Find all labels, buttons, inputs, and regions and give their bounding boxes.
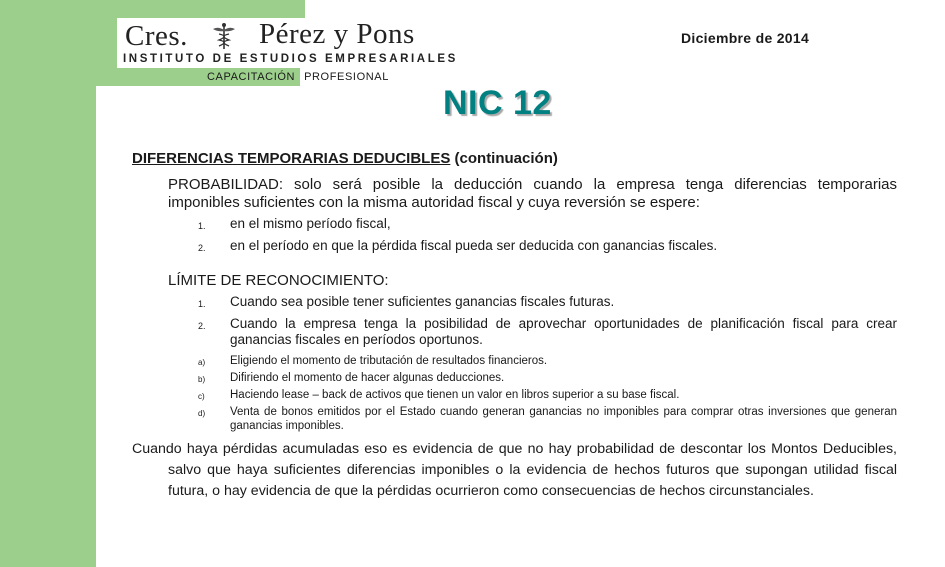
sublist-item-text: Venta de bonos emitidos por el Estado cuando generan ganancias no imponibles para comprar otras inversiones que generan ganancias imponibles. (230, 406, 897, 432)
probabilidad-text: : solo será posible la deducción cuando la empresa tenga diferencias temporarias imponibles suficientes con la misma autoridad fiscal y cuya reversión se espere: (168, 176, 897, 211)
tagline-capacitacion: CAPACITACIÓN (202, 68, 300, 86)
left-green-band (0, 0, 96, 567)
sublist-item-text: Difiriendo el momento de hacer algunas deducciones. (230, 372, 505, 384)
list-item-number: 1. (198, 299, 206, 309)
list-item (198, 216, 897, 232)
list-item (198, 238, 897, 254)
sublist-item-letter: d) (198, 409, 206, 418)
logo-cres-text: Cres. (125, 20, 188, 52)
sublist-item (198, 405, 897, 433)
slide-content (132, 150, 897, 502)
list-item (198, 294, 897, 310)
logo-perez-pons (259, 18, 415, 48)
list-item (198, 316, 897, 348)
sublist-item-text: Haciendo lease – back de activos que tienen un valor en libros superior a su base fiscal. (230, 389, 680, 401)
section-heading-rest: (continuación) (450, 150, 558, 167)
list-item-text: Cuando la empresa tenga la posibilidad de aprovechar oportunidades de planificación fiscal para crear ganancias fiscales en períodos oportunos. (230, 316, 897, 347)
logo-wordmark (125, 20, 188, 50)
limite-label: LÍMITE DE RECONOCIMIENTO (168, 272, 385, 289)
caduceus-emblem-icon (207, 22, 241, 50)
list-item-text: Cuando sea posible tener suficientes ganancias fiscales futuras. (230, 294, 615, 309)
final-paragraph: Cuando haya pérdidas acumuladas eso es evidencia de que no hay probabilidad de descontar los Montos Deducibles, salvo que haya suficientes diferencias imponibles o la evidencia de hechos futuros que supongan utilidad fiscal futura, o hay evidencia de que la pérdidas ocurrieron como consecuencias de hechos circunstanciales. (132, 441, 897, 499)
logo-perez-pons-text: Pérez y Pons (259, 18, 415, 50)
section-heading (132, 150, 897, 168)
sublist-item-text: Eligiendo el momento de tributación de resultados financieros. (230, 355, 548, 367)
list-item-number: 2. (198, 243, 206, 253)
sublist-item-letter: c) (198, 392, 205, 401)
limite-list (132, 294, 897, 348)
sublist-item (198, 388, 897, 402)
sublist-item (198, 371, 897, 385)
sublist-item (198, 354, 897, 368)
page-title: NIC 12 (443, 84, 552, 122)
list-item-number: 2. (198, 321, 206, 331)
tagline-profesional: PROFESIONAL (300, 68, 393, 86)
slide-date: Diciembre de 2014 (681, 30, 810, 46)
list-item-text: en el período en que la pérdida fiscal pueda ser deducida con ganancias fiscales. (230, 238, 718, 253)
institute-logo (117, 18, 464, 68)
list-item-number: 1. (198, 221, 206, 231)
sublist-item-letter: a) (198, 358, 206, 367)
logo-institute-text: INSTITUTO DE ESTUDIOS EMPRESARIALES (123, 53, 458, 65)
tagline (202, 68, 393, 86)
list-item-text: en el mismo período fiscal, (230, 216, 391, 231)
probabilidad-label: PROBABILIDAD (168, 176, 279, 193)
limite-colon: : (384, 272, 389, 289)
probabilidad-list (132, 216, 897, 254)
limite-heading (168, 272, 897, 290)
probabilidad-paragraph (168, 176, 897, 212)
sublist-item-letter: b) (198, 375, 206, 384)
section-heading-underlined: DIFERENCIAS TEMPORARIAS DEDUCIBLES (132, 150, 451, 167)
planning-sublist (132, 354, 897, 433)
